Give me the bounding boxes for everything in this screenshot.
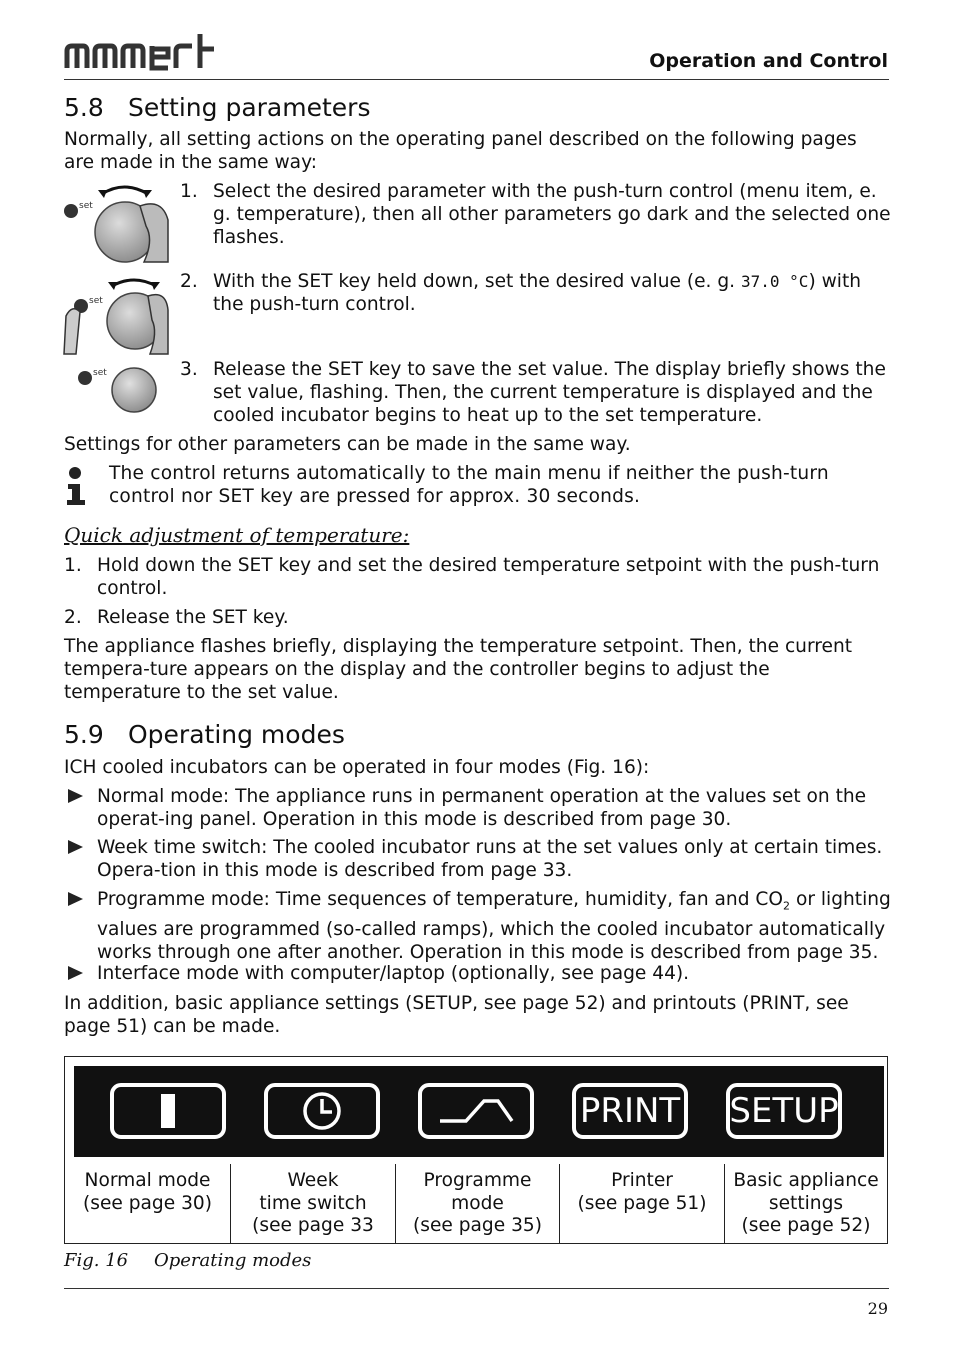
- set-release-illustration: [62, 362, 170, 414]
- quick-step-2: 2. Release the SET key.: [64, 607, 289, 628]
- settings-note: Settings for other parameters can be made in the same way.: [64, 434, 631, 455]
- programme-mode-label: Programme mode (see page 35): [395, 1164, 559, 1244]
- bullet-normal-mode: Normal mode: The appliance runs in permanent operation at the values set on the operat-ing panel. Operation in this mode is described from page 30.: [64, 785, 894, 831]
- bullet-arrow-icon: [68, 966, 83, 980]
- svg-text:set: set: [79, 201, 93, 211]
- mode-button-panel: [74, 1066, 884, 1157]
- footer-rule: [64, 1288, 889, 1289]
- modes-closing: In addition, basic appliance settings (SETUP, see page 52) and printouts (PRINT, see page 51) can be made.: [64, 993, 849, 1037]
- set-and-turn-illustration: [62, 276, 170, 356]
- display-value: 37.0 °C: [741, 272, 809, 291]
- week-timer-label: Week time switch (see page 33: [230, 1164, 395, 1244]
- basic-settings-label: Basic appliance settings (see page 52): [724, 1164, 887, 1244]
- knob-turn-illustration: [62, 180, 170, 264]
- operating-modes-figure: [64, 1056, 888, 1244]
- normal-mode-label: Normal mode (see page 30): [83, 1170, 212, 1214]
- svg-text:set: set: [89, 296, 103, 306]
- ramp-icon: [436, 1096, 516, 1126]
- step-2: 2. With the SET key held down, set the desired value (e. g. 37.0 °C) with the push-turn control.: [180, 271, 862, 315]
- info-note: The control returns automatically to the main menu if neither the push-turn control nor SET key are pressed for approx. 30 seconds.: [109, 463, 829, 507]
- clock-icon: [300, 1089, 344, 1133]
- printer-label: Printer (see page 51): [559, 1164, 724, 1244]
- quick-adjust-heading: Quick adjustment of temperature:: [64, 523, 410, 547]
- svg-text:set: set: [93, 368, 107, 378]
- page-number: 29: [867, 1299, 888, 1318]
- quick-closing-paragraph: The appliance flashes briefly, displaying the temperature setpoint. Then, the current tempera-ture appears on the display and the controller begins to adjust the temperature to the set value.: [64, 636, 853, 703]
- bar-icon: [161, 1094, 175, 1128]
- memmert-logo: [64, 32, 216, 72]
- week-timer-button[interactable]: [264, 1083, 380, 1139]
- step-3: 3. Release the SET key to save the set value. The display briefly shows the set value, flashing. Then, the current temperature is displayed and the cooled incubator begins to heat up to the set temperature.: [180, 359, 886, 426]
- normal-mode-button[interactable]: [110, 1083, 226, 1139]
- section-heading-5-8: 5.8 Setting parameters: [64, 93, 371, 122]
- section-header-title: Operation and Control: [649, 50, 888, 72]
- bullet-arrow-icon: [68, 789, 83, 803]
- bullet-arrow-icon: [68, 892, 83, 906]
- bullet-interface-mode: Interface mode with computer/laptop (optionally, see page 44).: [64, 962, 894, 985]
- setup-button[interactable]: SETUP: [726, 1083, 842, 1139]
- info-icon: [64, 466, 88, 506]
- programme-mode-button[interactable]: [418, 1083, 534, 1139]
- print-button[interactable]: PRINT: [572, 1083, 688, 1139]
- step-1: 1. Select the desired parameter with the push-turn control (menu item, e. g. temperature), then all other parameters go dark and the selected one flashes.: [180, 181, 891, 248]
- header-rule: [64, 79, 889, 80]
- bullet-week-time-switch: Week time switch: The cooled incubator runs at the set values only at certain times. Opera-tion in this mode is described from page 33.: [64, 836, 894, 882]
- figure-caption: Fig. 16 Operating modes: [64, 1250, 312, 1271]
- modes-intro: ICH cooled incubators can be operated in four modes (Fig. 16):: [64, 757, 650, 778]
- bullet-programme-mode: Programme mode: Time sequences of temperature, humidity, fan and $CO_2$ or lighting values are programmed (so-called ramps), which the cooled incubator automatically works through one after another. Operation in this mode is described from page 35.: [64, 888, 894, 964]
- bullet-arrow-icon: [68, 840, 83, 854]
- section-heading-5-9: 5.9 Operating modes: [64, 720, 345, 749]
- quick-step-1: 1. Hold down the SET key and set the desired temperature setpoint with the push-turn control.: [64, 555, 880, 599]
- intro-paragraph: Normally, all setting actions on the operating panel described on the following pages are made in the same way:: [64, 129, 857, 173]
